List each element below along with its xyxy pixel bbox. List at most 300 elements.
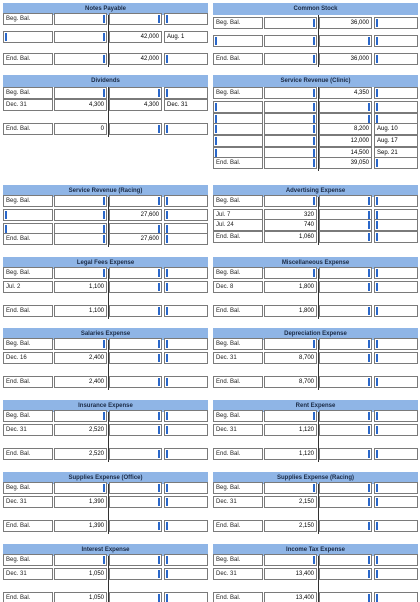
t-account — [3, 257, 208, 319]
account-title: Rent Expense — [213, 400, 418, 412]
entry-label-field[interactable] — [3, 209, 53, 221]
text-cursor — [158, 307, 160, 315]
entry-label-field[interactable]: Dec. 31 — [3, 496, 53, 508]
debit-amount-field[interactable] — [264, 17, 317, 29]
entry-label-field[interactable] — [213, 135, 263, 147]
entry-label-field[interactable]: Beg. Bal. — [3, 338, 53, 350]
entry-label-field[interactable]: Beg. Bal. — [3, 482, 53, 494]
debit-amount-field[interactable]: 2,150 — [264, 496, 317, 508]
text-cursor — [158, 89, 160, 97]
text-cursor — [215, 37, 217, 45]
debit-amount-field[interactable]: 8,700 — [264, 376, 317, 388]
entry-label-field[interactable]: Dec. 31 — [3, 424, 53, 436]
entry-label-field[interactable]: Beg. Bal. — [213, 338, 263, 350]
entry-label-field[interactable]: Jul. 24 — [213, 219, 263, 231]
text-cursor — [376, 354, 378, 362]
account-title: Depreciation Expense — [213, 328, 418, 340]
debit-amount-field[interactable] — [54, 482, 107, 494]
debit-amount-field[interactable] — [54, 233, 107, 245]
text-cursor — [368, 221, 370, 229]
ledger-row — [3, 87, 208, 99]
credit-amount-field[interactable]: 36,000 — [319, 17, 372, 29]
entry-date-field[interactable] — [374, 338, 418, 350]
ledger-row — [3, 520, 208, 532]
ledger-row — [213, 53, 418, 65]
t-account — [213, 75, 418, 171]
credit-amount-field[interactable] — [319, 338, 372, 350]
entry-label-field[interactable]: End. Bal. — [213, 231, 263, 243]
entry-label-field[interactable]: Jul. 7 — [213, 209, 263, 221]
debit-amount-field[interactable] — [264, 338, 317, 350]
entry-date-field[interactable] — [374, 554, 418, 566]
debit-amount-field[interactable] — [264, 195, 317, 207]
entry-label-field[interactable]: Dec. 31 — [3, 99, 53, 111]
credit-amount-field[interactable] — [109, 338, 162, 350]
entry-date-field[interactable] — [164, 13, 208, 25]
account-title: Dividends — [3, 75, 208, 87]
entry-date-field[interactable] — [164, 448, 208, 460]
debit-amount-field[interactable]: 1,390 — [54, 520, 107, 532]
debit-amount-field[interactable] — [264, 123, 317, 135]
credit-amount-field[interactable]: 4,350 — [319, 87, 372, 99]
entry-date-field[interactable] — [164, 87, 208, 99]
account-title: Supplies Expense (Office) — [3, 472, 208, 484]
credit-amount-field[interactable] — [109, 592, 162, 602]
debit-amount-field[interactable] — [54, 267, 107, 279]
entry-date-field[interactable] — [164, 520, 208, 532]
credit-amount-field[interactable] — [109, 87, 162, 99]
entry-date-field[interactable] — [164, 424, 208, 436]
credit-amount-field[interactable] — [319, 195, 372, 207]
debit-amount-field[interactable] — [264, 410, 317, 422]
ledger-row — [213, 157, 418, 169]
entry-label-field[interactable]: Beg. Bal. — [3, 87, 53, 99]
debit-amount-field[interactable]: 1,050 — [54, 592, 107, 602]
entry-date-field[interactable] — [374, 219, 418, 231]
t-account — [3, 3, 208, 67]
credit-amount-field[interactable] — [319, 568, 372, 580]
entry-label-field[interactable]: End. Bal. — [3, 520, 53, 532]
credit-amount-field[interactable] — [109, 13, 162, 25]
text-cursor — [103, 225, 105, 233]
entry-label-field[interactable]: Dec. 31 — [213, 496, 263, 508]
debit-amount-field[interactable] — [54, 31, 107, 43]
entry-label-field[interactable]: Dec. 31 — [213, 424, 263, 436]
entry-label-field[interactable]: Beg. Bal. — [3, 267, 53, 279]
text-cursor — [158, 556, 160, 564]
text-cursor — [103, 412, 105, 420]
entry-label-field[interactable]: Beg. Bal. — [3, 554, 53, 566]
entry-label-field[interactable]: End. Bal. — [3, 448, 53, 460]
entry-label-field[interactable]: Beg. Bal. — [3, 410, 53, 422]
text-cursor — [166, 594, 168, 602]
credit-amount-field[interactable] — [109, 352, 162, 364]
credit-amount-field[interactable] — [319, 281, 372, 293]
credit-amount-field[interactable] — [109, 195, 162, 207]
entry-date-field[interactable] — [164, 496, 208, 508]
debit-amount-field[interactable] — [54, 53, 107, 65]
text-cursor — [368, 354, 370, 362]
account-title: Service Revenue (Clinic) — [213, 75, 418, 87]
text-cursor — [103, 484, 105, 492]
credit-amount-field[interactable]: 36,000 — [319, 53, 372, 65]
entry-date-field[interactable] — [374, 410, 418, 422]
entry-date-field[interactable]: Dec. 31 — [164, 99, 208, 111]
debit-amount-field[interactable] — [264, 482, 317, 494]
account-title: Service Revenue (Racing) — [3, 185, 208, 197]
debit-amount-field[interactable] — [54, 87, 107, 99]
credit-amount-field[interactable] — [319, 482, 372, 494]
entry-label-field[interactable]: Beg. Bal. — [213, 410, 263, 422]
credit-amount-field[interactable] — [319, 352, 372, 364]
entry-date-field[interactable] — [164, 53, 208, 65]
text-cursor — [376, 55, 378, 63]
debit-amount-field[interactable]: 1,050 — [54, 568, 107, 580]
debit-amount-field[interactable] — [264, 101, 317, 113]
credit-amount-field[interactable] — [109, 267, 162, 279]
text-cursor — [166, 556, 168, 564]
entry-date-field[interactable] — [374, 281, 418, 293]
entry-label-field[interactable]: Beg. Bal. — [213, 482, 263, 494]
entry-label-field[interactable]: End. Bal. — [213, 448, 263, 460]
credit-amount-field[interactable] — [109, 482, 162, 494]
text-cursor — [103, 15, 105, 23]
debit-amount-field[interactable]: 1,800 — [264, 281, 317, 293]
t-account — [213, 257, 418, 319]
entry-date-field[interactable] — [374, 352, 418, 364]
entry-label-field[interactable]: End. Bal. — [213, 53, 263, 65]
entry-date-field[interactable] — [374, 87, 418, 99]
ledger-row — [3, 424, 208, 436]
text-cursor — [215, 149, 217, 157]
credit-amount-field[interactable] — [319, 448, 372, 460]
credit-amount-field[interactable] — [109, 448, 162, 460]
ledger-row — [213, 101, 418, 113]
entry-date-field[interactable] — [374, 35, 418, 47]
entry-label-field[interactable] — [213, 35, 263, 47]
debit-amount-field[interactable]: 2,400 — [54, 376, 107, 388]
entry-label-field[interactable]: End. Bal. — [3, 233, 53, 245]
t-account — [3, 544, 208, 602]
credit-amount-field[interactable] — [109, 496, 162, 508]
text-cursor — [313, 115, 315, 123]
entry-label-field[interactable]: Dec. 8 — [213, 281, 263, 293]
account-title: Advertising Expense — [213, 185, 418, 197]
debit-amount-field[interactable] — [54, 13, 107, 25]
t-account — [213, 328, 418, 390]
text-cursor — [376, 89, 378, 97]
entry-date-field[interactable]: Aug. 1 — [164, 31, 208, 43]
debit-amount-field[interactable]: 1,390 — [54, 496, 107, 508]
credit-amount-field[interactable] — [109, 376, 162, 388]
text-cursor — [313, 55, 315, 63]
entry-label-field[interactable] — [213, 123, 263, 135]
entry-label-field[interactable]: Beg. Bal. — [213, 267, 263, 279]
credit-amount-field[interactable] — [319, 231, 372, 243]
text-cursor — [166, 307, 168, 315]
text-cursor — [368, 103, 370, 111]
debit-amount-field[interactable]: 1,120 — [264, 448, 317, 460]
entry-date-field[interactable] — [164, 352, 208, 364]
text-cursor — [166, 498, 168, 506]
text-cursor — [376, 221, 378, 229]
entry-label-field[interactable]: Beg. Bal. — [213, 87, 263, 99]
debit-amount-field[interactable]: 8,700 — [264, 352, 317, 364]
credit-amount-field[interactable] — [319, 376, 372, 388]
entry-date-field[interactable] — [164, 305, 208, 317]
entry-label-field[interactable]: End. Bal. — [213, 520, 263, 532]
credit-amount-field[interactable]: 4,300 — [109, 99, 162, 111]
debit-amount-field[interactable]: 2,150 — [264, 520, 317, 532]
credit-amount-field[interactable] — [109, 410, 162, 422]
debit-amount-field[interactable]: 13,400 — [264, 592, 317, 602]
text-cursor — [158, 594, 160, 602]
ledger-row — [3, 482, 208, 494]
text-cursor — [166, 426, 168, 434]
debit-amount-field[interactable] — [264, 157, 317, 169]
debit-amount-field[interactable]: 1,100 — [54, 281, 107, 293]
entry-label-field[interactable]: End. Bal. — [3, 376, 53, 388]
credit-amount-field[interactable] — [319, 101, 372, 113]
credit-amount-field[interactable] — [319, 305, 372, 317]
credit-amount-field[interactable] — [319, 424, 372, 436]
debit-amount-field[interactable]: 13,400 — [264, 568, 317, 580]
ledger-row — [213, 482, 418, 494]
entry-date-field[interactable] — [164, 376, 208, 388]
text-cursor — [376, 269, 378, 277]
entry-date-field[interactable] — [164, 554, 208, 566]
ledger-row — [213, 305, 418, 317]
text-cursor — [215, 115, 217, 123]
entry-date-field[interactable] — [374, 496, 418, 508]
credit-amount-field[interactable] — [319, 554, 372, 566]
entry-label-field[interactable]: Beg. Bal. — [213, 195, 263, 207]
text-cursor — [313, 340, 315, 348]
entry-date-field[interactable] — [374, 482, 418, 494]
ledger-row — [213, 520, 418, 532]
ledger-row — [3, 448, 208, 460]
entry-date-field[interactable] — [164, 592, 208, 602]
debit-amount-field[interactable] — [264, 53, 317, 65]
ledger-row — [3, 352, 208, 364]
entry-date-field[interactable] — [164, 233, 208, 245]
entry-date-field[interactable] — [374, 448, 418, 460]
ledger-row — [3, 13, 208, 25]
credit-amount-field[interactable]: 42,000 — [109, 53, 162, 65]
text-cursor — [368, 233, 370, 241]
debit-amount-field[interactable] — [54, 195, 107, 207]
ledger-row — [3, 281, 208, 293]
credit-amount-field[interactable] — [109, 123, 162, 135]
entry-date-field[interactable]: Aug. 17 — [374, 135, 418, 147]
entry-label-field[interactable]: Dec. 31 — [213, 568, 263, 580]
text-cursor — [215, 103, 217, 111]
ledger-row — [3, 267, 208, 279]
account-title: Supplies Expense (Racing) — [213, 472, 418, 484]
text-cursor — [215, 125, 217, 133]
debit-amount-field[interactable]: 1,120 — [264, 424, 317, 436]
entry-date-field[interactable]: Aug. 10 — [374, 123, 418, 135]
debit-amount-field[interactable]: 2,520 — [54, 448, 107, 460]
entry-date-field[interactable]: Sep. 21 — [374, 147, 418, 159]
entry-date-field[interactable] — [164, 568, 208, 580]
text-cursor — [376, 570, 378, 578]
credit-amount-field[interactable] — [319, 219, 372, 231]
text-cursor — [166, 378, 168, 386]
debit-amount-field[interactable]: 4,300 — [54, 99, 107, 111]
entry-date-field[interactable] — [374, 101, 418, 113]
entry-date-field[interactable] — [164, 123, 208, 135]
credit-amount-field[interactable] — [319, 520, 372, 532]
entry-label-field[interactable]: End. Bal. — [3, 305, 53, 317]
entry-label-field[interactable]: Beg. Bal. — [213, 554, 263, 566]
account-title: Notes Payable — [3, 3, 208, 15]
credit-amount-field[interactable] — [109, 520, 162, 532]
entry-date-field[interactable] — [164, 482, 208, 494]
t-account — [3, 400, 208, 462]
text-cursor — [368, 197, 370, 205]
entry-date-field[interactable] — [164, 281, 208, 293]
debit-amount-field[interactable]: 2,520 — [54, 424, 107, 436]
entry-date-field[interactable] — [374, 376, 418, 388]
credit-amount-field[interactable]: 12,000 — [319, 135, 372, 147]
credit-amount-field[interactable]: 8,200 — [319, 123, 372, 135]
credit-amount-field[interactable]: 42,000 — [109, 31, 162, 43]
debit-amount-field[interactable] — [264, 87, 317, 99]
entry-date-field[interactable] — [374, 267, 418, 279]
text-cursor — [158, 15, 160, 23]
entry-label-field[interactable]: End. Bal. — [3, 53, 53, 65]
text-cursor — [368, 340, 370, 348]
debit-amount-field[interactable] — [264, 267, 317, 279]
ledger-row — [213, 376, 418, 388]
text-cursor — [376, 450, 378, 458]
entry-label-field[interactable] — [213, 101, 263, 113]
text-cursor — [166, 235, 168, 243]
credit-amount-field[interactable] — [319, 35, 372, 47]
text-cursor — [368, 484, 370, 492]
text-cursor — [313, 37, 315, 45]
entry-label-field[interactable]: Beg. Bal. — [3, 13, 53, 25]
credit-amount-field[interactable] — [319, 592, 372, 602]
debit-amount-field[interactable] — [264, 554, 317, 566]
debit-amount-field[interactable]: 1,100 — [54, 305, 107, 317]
entry-date-field[interactable] — [374, 520, 418, 532]
entry-label-field[interactable]: End. Bal. — [213, 592, 263, 602]
text-cursor — [166, 55, 168, 63]
text-cursor — [313, 125, 315, 133]
credit-amount-field[interactable] — [109, 281, 162, 293]
text-cursor — [313, 484, 315, 492]
text-cursor — [368, 570, 370, 578]
entry-date-field[interactable] — [164, 195, 208, 207]
ledger-row — [213, 267, 418, 279]
entry-date-field[interactable] — [374, 592, 418, 602]
debit-amount-field[interactable]: 0 — [54, 123, 107, 135]
t-account — [3, 472, 208, 534]
entry-date-field[interactable] — [164, 338, 208, 350]
entry-label-field[interactable]: End. Bal. — [3, 123, 53, 135]
credit-amount-field[interactable] — [319, 496, 372, 508]
account-title: Income Tax Expense — [213, 544, 418, 556]
entry-label-field[interactable]: End. Bal. — [213, 157, 263, 169]
credit-amount-field[interactable] — [109, 424, 162, 436]
entry-label-field[interactable] — [3, 31, 53, 43]
text-cursor — [166, 15, 168, 23]
ledger-row — [213, 424, 418, 436]
entry-label-field[interactable]: Dec. 31 — [3, 568, 53, 580]
debit-amount-field[interactable]: 1,060 — [264, 231, 317, 243]
credit-amount-field[interactable]: 27,600 — [109, 233, 162, 245]
entry-label-field[interactable]: Dec. 16 — [3, 352, 53, 364]
ledger-row — [213, 281, 418, 293]
entry-label-field[interactable]: Jul. 2 — [3, 281, 53, 293]
entry-label-field[interactable]: Beg. Bal. — [213, 17, 263, 29]
debit-amount-field[interactable] — [54, 554, 107, 566]
text-cursor — [368, 269, 370, 277]
credit-amount-field[interactable] — [109, 305, 162, 317]
text-cursor — [313, 412, 315, 420]
text-cursor — [368, 522, 370, 530]
credit-amount-field[interactable] — [109, 554, 162, 566]
entry-date-field[interactable] — [164, 410, 208, 422]
entry-date-field[interactable] — [374, 157, 418, 169]
text-cursor — [166, 283, 168, 291]
credit-amount-field[interactable]: 39,050 — [319, 157, 372, 169]
credit-amount-field[interactable] — [319, 267, 372, 279]
entry-label-field[interactable]: End. Bal. — [213, 305, 263, 317]
credit-amount-field[interactable]: 14,500 — [319, 147, 372, 159]
entry-label-field[interactable]: Dec. 31 — [213, 352, 263, 364]
credit-amount-field[interactable] — [109, 568, 162, 580]
entry-date-field[interactable] — [374, 305, 418, 317]
entry-date-field[interactable] — [374, 17, 418, 29]
text-cursor — [158, 225, 160, 233]
debit-amount-field[interactable] — [54, 410, 107, 422]
entry-date-field[interactable] — [374, 568, 418, 580]
entry-label-field[interactable]: Beg. Bal. — [3, 195, 53, 207]
entry-date-field[interactable] — [374, 424, 418, 436]
entry-label-field[interactable]: End. Bal. — [3, 592, 53, 602]
entry-date-field[interactable] — [164, 267, 208, 279]
text-cursor — [158, 283, 160, 291]
credit-amount-field[interactable]: 27,600 — [109, 209, 162, 221]
debit-amount-field[interactable]: 320 — [264, 209, 317, 221]
text-cursor — [376, 233, 378, 241]
text-cursor — [376, 378, 378, 386]
debit-amount-field[interactable]: 2,400 — [54, 352, 107, 364]
text-cursor — [166, 412, 168, 420]
entry-label-field[interactable]: End. Bal. — [213, 376, 263, 388]
debit-amount-field[interactable]: 1,800 — [264, 305, 317, 317]
entry-date-field[interactable] — [374, 53, 418, 65]
text-cursor — [158, 498, 160, 506]
text-cursor — [158, 378, 160, 386]
debit-amount-field[interactable] — [264, 135, 317, 147]
text-cursor — [368, 412, 370, 420]
entry-date-field[interactable] — [374, 195, 418, 207]
text-cursor — [368, 37, 370, 45]
text-cursor — [376, 37, 378, 45]
ledger-row — [3, 554, 208, 566]
entry-date-field[interactable] — [164, 209, 208, 221]
credit-amount-field[interactable] — [319, 410, 372, 422]
debit-amount-field[interactable] — [54, 209, 107, 221]
debit-amount-field[interactable] — [264, 35, 317, 47]
debit-amount-field[interactable]: 740 — [264, 219, 317, 231]
debit-amount-field[interactable] — [54, 338, 107, 350]
entry-date-field[interactable] — [374, 231, 418, 243]
